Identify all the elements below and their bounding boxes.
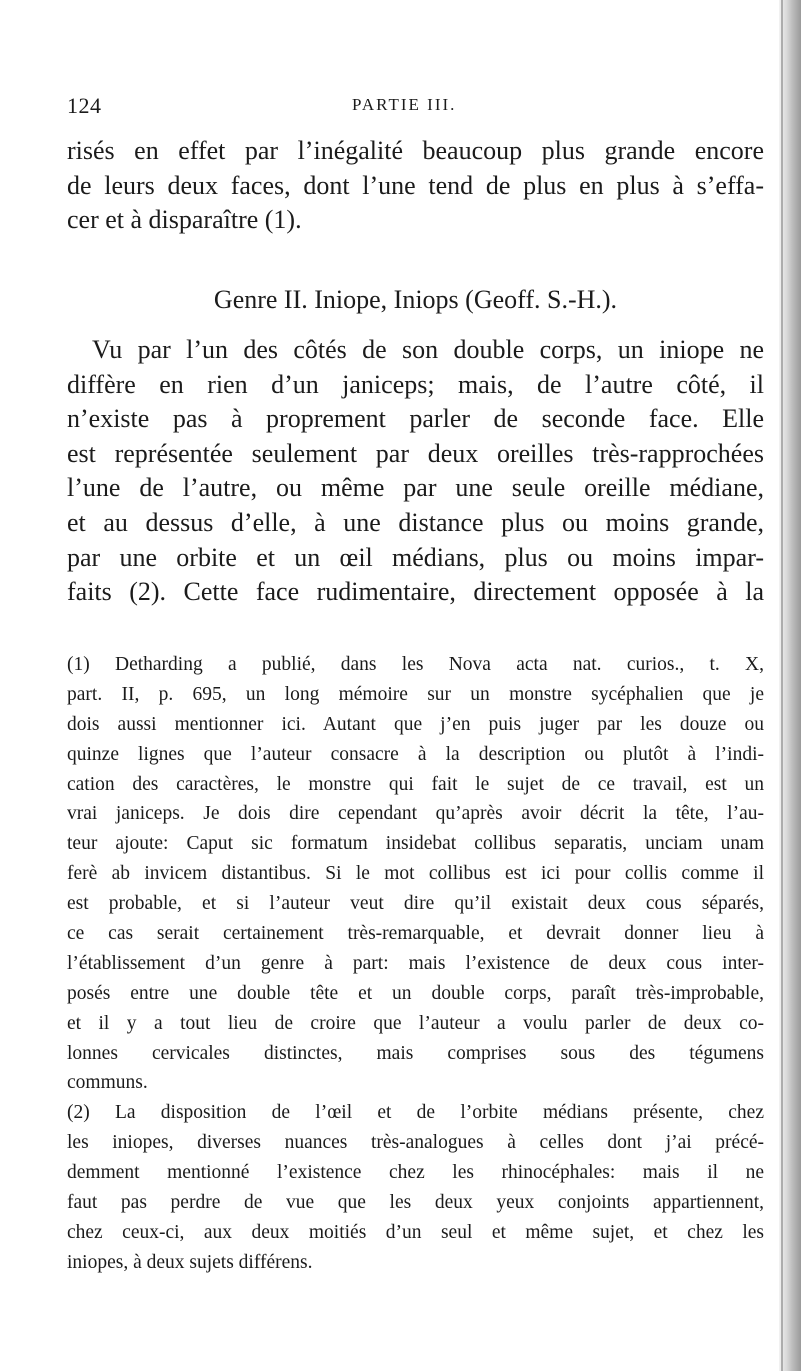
footnote-line: l’établissement d’un genre à part: mais l’existence de deux cous inter- [67,952,764,974]
footnote-line: iniopes, à deux sujets différens. [67,1251,313,1273]
footnote-line: ce cas serait certainement très-remarquable, et devrait donner lieu à [67,923,764,945]
footnote-line: dois aussi mentionner ici. Autant que j’en puis juger par les douze ou [67,713,764,735]
footnote-2 [67,1098,764,1277]
page-number: 124 [67,93,102,118]
footnote-line: communs. [67,1072,148,1094]
footnote-line: demment mentionné l’existence chez les rhinocéphales: mais il ne [67,1162,764,1184]
text-line: diffère en rien d’un janiceps; mais, de l’autre côté, il [67,369,764,399]
running-head: PARTIE III. [352,95,457,114]
footnote-line: quinze lignes que l’auteur consacre à la description ou plutôt à l’indi- [67,743,764,765]
footnote-1 [67,650,764,1098]
text-line: Vu par l’un des côtés de son double corps, un iniope ne [92,335,764,364]
text-line: risés en effet par l’inégalité beaucoup plus grande encore [67,136,764,165]
footnote-line: chez ceux-ci, aux deux moitiés d’un seul et même sujet, et chez les [67,1221,764,1243]
footnote-line: vrai janiceps. Je dois dire cependant qu’après avoir décrit la tête, l’au- [67,803,764,825]
footnote-line: faut pas perdre de vue que les deux yeux conjoints appartiennent, [67,1192,764,1214]
text-line: cer et à disparaître (1). [67,205,302,235]
footnote-line: est probable, et si l’auteur veut dire qu’il existait deux cous séparés, [67,893,764,915]
footnote-line: les iniopes, diverses nuances très-analogues à celles dont j’ai précé- [67,1132,764,1154]
text-line: de leurs deux faces, dont l’une tend de plus en plus à s’effa- [67,170,764,200]
footnotes [67,650,764,1278]
footnote-line: ferè ab invicem distantibus. Si le mot collibus est ici pour collis comme il [67,863,764,885]
text-line: n’existe pas à proprement parler de seconde face. Elle [67,404,764,434]
text-line: et au dessus d’elle, à une distance plus ou moins grande, [67,507,764,537]
paragraph-continued [67,134,764,238]
page-edge-line [781,0,783,1371]
text-line: par une orbite et un œil médians, plus ou moins impar- [67,542,764,572]
paragraph-iniope [67,333,764,610]
footnote-line: posés entre une double tête et un double corps, paraît très-improbable, [67,982,764,1004]
text-line: l’une de l’autre, ou même par une seule oreille médiane, [67,473,764,503]
footnote-line: part. II, p. 695, un long mémoire sur un monstre sycéphalien que je [67,683,764,705]
footnote-line: cation des caractères, le monstre qui fait le sujet de ce travail, est un [67,773,764,795]
text-line: est représentée seulement par deux oreilles très-rapprochées [67,438,764,468]
genre-heading: Genre II. Iniope, Iniops (Geoff. S.-H.). [213,285,618,314]
footnote-line: lonnes cervicales distinctes, mais comprises sous des tégumens [67,1042,764,1064]
page-header [67,93,767,121]
footnote-line: (1) Detharding a publié, dans les Nova acta nat. curios., t. X, [67,654,764,675]
footnote-line: (2) La disposition de l’œil et de l’orbite médians présente, chez [67,1102,764,1124]
footnote-line: teur ajoute: Caput sic formatum insidebat collibus separatis, unciam unam [67,833,764,855]
footnote-line: et il y a tout lieu de croire que l’auteur a voulu parler de deux co- [67,1012,764,1034]
text-line: faits (2). Cette face rudimentaire, directement opposée à la [67,577,764,607]
